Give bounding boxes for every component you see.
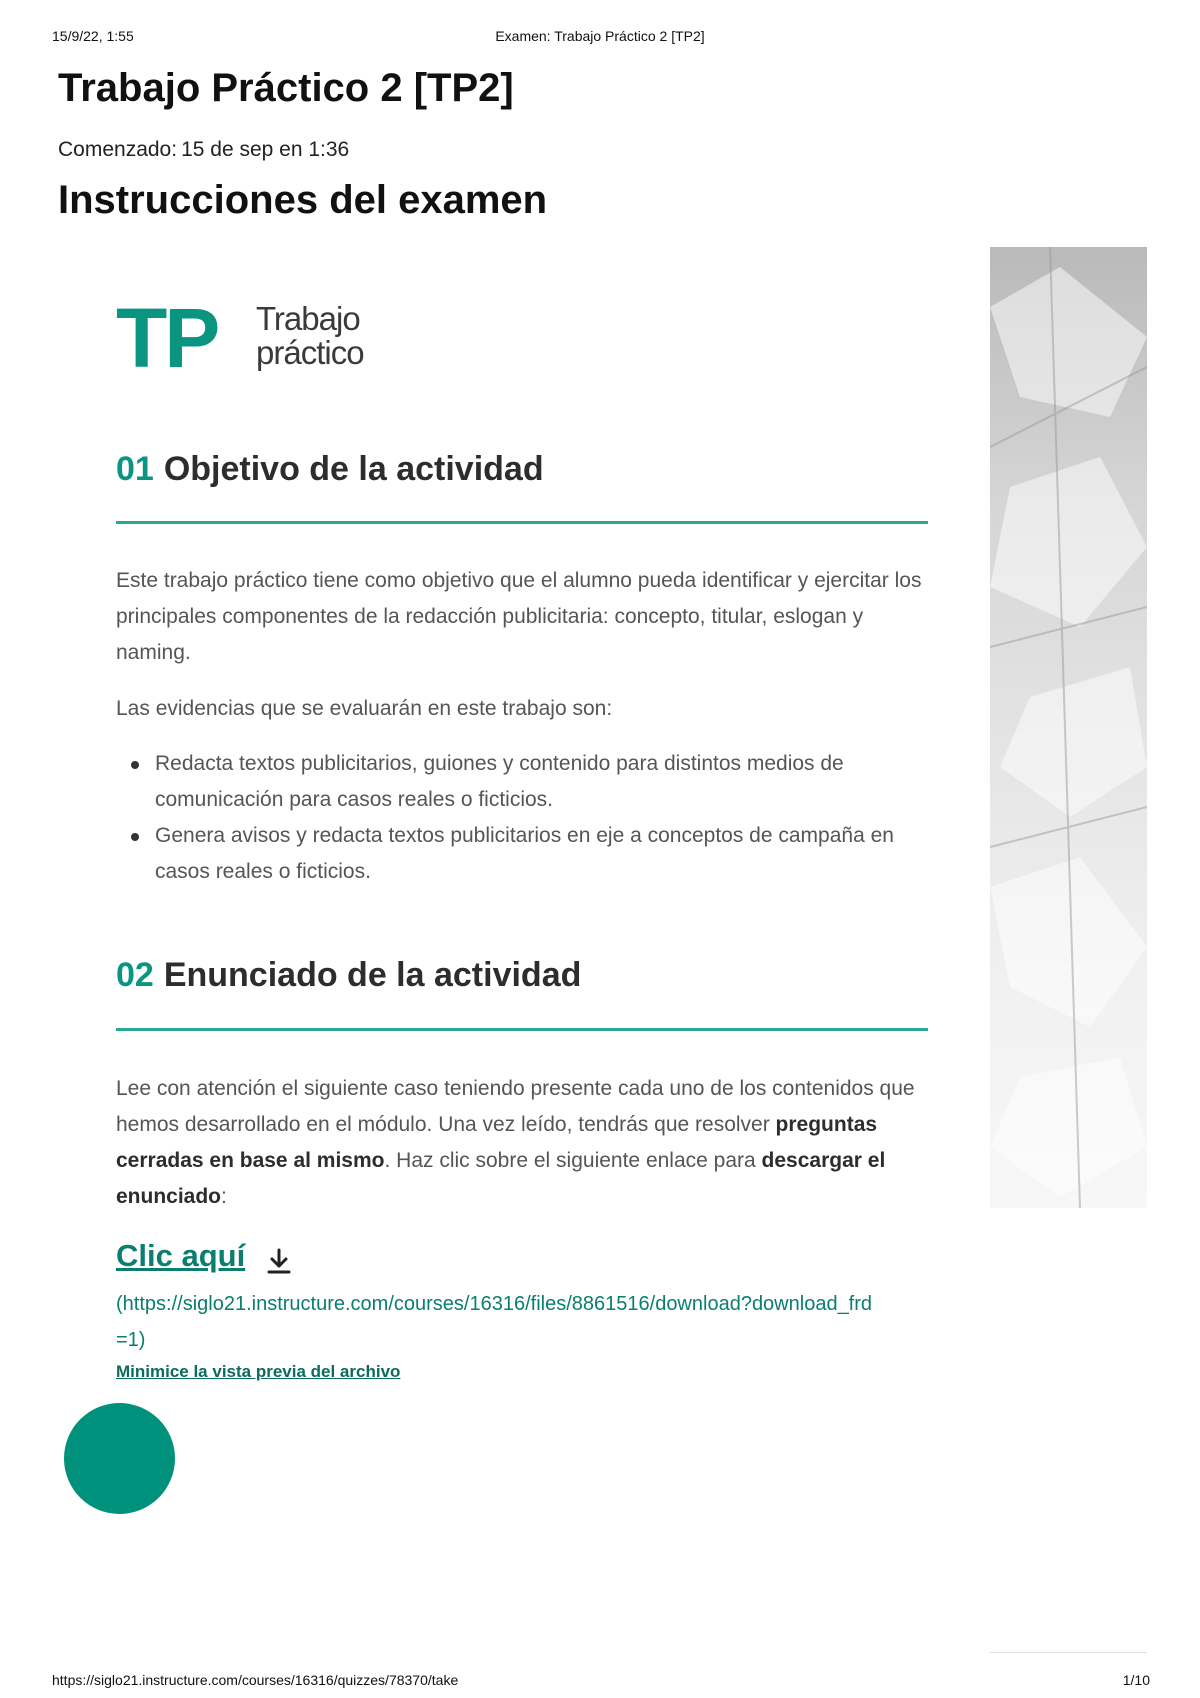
footer-divider: [990, 1652, 1147, 1653]
list-item: Genera avisos y redacta textos publicitarios en eje a conceptos de campaña en casos reales o ficticios.: [116, 818, 928, 890]
section-title: Objetivo de la actividad: [163, 450, 544, 488]
objective-paragraph: Este trabajo práctico tiene como objetivo que el alumno pueda identificar y ejercitar los principales componentes de la redacción publicitaria: concepto, titular, eslogan y naming.: [116, 569, 922, 664]
statement-paragraph: [116, 1071, 928, 1215]
print-date: 15/9/22, 1:55: [52, 28, 134, 44]
page-number: 1/10: [1122, 1672, 1150, 1688]
section-title: Enunciado de la actividad: [163, 956, 582, 994]
download-url: (https://siglo21.instructure.com/courses/16316/files/8861516/download?download_frd=1): [116, 1293, 873, 1351]
download-link[interactable]: Clic aquí: [116, 1238, 246, 1273]
decorative-side-image: [990, 247, 1147, 1208]
list-item: Redacta textos publicitarios, guiones y contenido para distintos medios de comunicación para casos reales o ficticios.: [116, 746, 928, 818]
tp-logo-line1: Trabajo: [256, 300, 360, 337]
section-number: 01: [116, 450, 154, 488]
started-label: Comenzado:: [58, 138, 178, 161]
statement-text: Lee con atención el siguiente caso teniendo presente cada uno de los contenidos que hemos desarrollado en el módulo. Una vez leído, tendrás que resolver: [116, 1077, 915, 1136]
print-url: https://siglo21.instructure.com/courses/16316/quizzes/78370/take: [52, 1672, 459, 1688]
architecture-pattern: [990, 247, 1147, 1208]
statement-bold: preguntas cerradas en base al mismo: [116, 1113, 878, 1172]
page-title: Trabajo Práctico 2 [TP2]: [58, 66, 514, 110]
statement-text: . Haz clic sobre el siguiente enlace para: [384, 1149, 762, 1172]
started-value: 15 de sep en 1:36: [181, 138, 350, 161]
instructions-title: Instrucciones del examen: [58, 178, 548, 222]
statement-bold: descargar el enunciado: [116, 1149, 886, 1208]
section-divider: [116, 521, 928, 524]
download-icon[interactable]: [264, 1246, 294, 1276]
section-divider: [116, 1028, 928, 1031]
minimize-preview-link[interactable]: Minimice la vista previa del archivo: [116, 1362, 401, 1381]
section-number: 02: [116, 956, 154, 994]
avatar: [64, 1403, 175, 1514]
statement-text: :: [221, 1185, 227, 1208]
tp-logo-mark: TP: [116, 291, 218, 385]
section-objective-heading: [116, 450, 544, 489]
evidence-intro: Las evidencias que se evaluarán en este trabajo son:: [116, 697, 613, 720]
section-statement-heading: [116, 956, 581, 995]
print-title: Examen: Trabajo Práctico 2 [TP2]: [495, 28, 705, 44]
print-header: [0, 28, 1200, 48]
evidence-list: [116, 746, 928, 890]
started-info: [58, 138, 349, 162]
tp-logo-line2: práctico: [256, 334, 364, 371]
